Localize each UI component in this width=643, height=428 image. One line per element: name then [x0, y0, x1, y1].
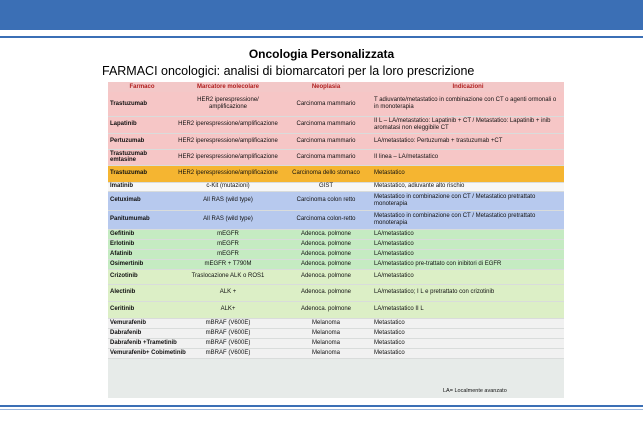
table-row — [108, 328, 564, 338]
neoplasm-cell: Melanoma — [280, 328, 372, 338]
table-row — [108, 348, 564, 358]
table-row — [108, 229, 564, 239]
indication-cell: LA/metastatico — [372, 239, 564, 249]
drug-name-cell: Pertuzumab — [108, 133, 176, 149]
indication-cell: II L – LA/metastatico: Lapatinib + CT / Metastatico: Lapatinib + inib aromatasi non eleggibile CT — [372, 116, 564, 133]
marker-cell: HER2 iperespressione/amplificazione — [176, 149, 280, 165]
marker-cell: mBRAF (V600E) — [176, 318, 280, 328]
table-row — [108, 301, 564, 318]
drug-name-cell: Cetuximab — [108, 191, 176, 210]
header-neoplasia: Neoplasia — [280, 82, 372, 92]
drug-name-cell: Alectinib — [108, 284, 176, 301]
table-row — [108, 165, 564, 182]
drug-name-cell: Imatinib — [108, 182, 176, 191]
drug-name-cell: Dabrafenib +Trametinib — [108, 338, 176, 348]
neoplasm-cell: Adenoca. polmone — [280, 249, 372, 259]
bottom-divider — [0, 405, 643, 407]
indication-cell: LA/metastatico — [372, 229, 564, 239]
slide-subtitle: FARMACI oncologici: analisi di biomarcatori per la loro prescrizione — [102, 64, 475, 78]
neoplasm-cell: Carcinoma colon-retto — [280, 210, 372, 229]
table-row — [108, 259, 564, 269]
table-row — [108, 92, 564, 116]
neoplasm-cell: Adenoca. polmone — [280, 284, 372, 301]
marker-cell: ALK + — [176, 284, 280, 301]
neoplasm-cell: Adenoca. polmone — [280, 259, 372, 269]
indication-cell: Metastatico — [372, 338, 564, 348]
marker-cell: HER2 iperespressione/ amplificazione — [176, 92, 280, 116]
neoplasm-cell: Adenoca. polmone — [280, 229, 372, 239]
neoplasm-cell: Carcinoma mammario — [280, 116, 372, 133]
table-row — [108, 210, 564, 229]
neoplasm-cell: Adenoca. polmone — [280, 269, 372, 284]
table-row — [108, 269, 564, 284]
indication-cell: LA/metastatico pre-trattato con inibitori di EGFR — [372, 259, 564, 269]
drug-name-cell: Gefitinib — [108, 229, 176, 239]
header-marcatore: Marcatore molecolare — [176, 82, 280, 92]
footnote: LA= Localmente avanzato — [443, 388, 507, 394]
neoplasm-cell: Adenoca. polmone — [280, 301, 372, 318]
marker-cell: HER2 iperespressione/amplificazione — [176, 133, 280, 149]
drug-name-cell: Ceritinib — [108, 301, 176, 318]
table-row — [108, 191, 564, 210]
table-row — [108, 133, 564, 149]
top-divider — [0, 36, 643, 38]
drug-name-cell: Afatinib — [108, 249, 176, 259]
neoplasm-cell: Carcinoma mammario — [280, 149, 372, 165]
drug-name-cell: Trastuzumab emtasine — [108, 149, 176, 165]
drug-name-cell: Lapatinib — [108, 116, 176, 133]
table-row — [108, 239, 564, 249]
drug-name-cell: Osimertinib — [108, 259, 176, 269]
marker-cell: ALK+ — [176, 301, 280, 318]
indication-cell: Metastatico — [372, 328, 564, 338]
drug-name-cell: Crizotinib — [108, 269, 176, 284]
table-row — [108, 249, 564, 259]
neoplasm-cell: Melanoma — [280, 318, 372, 328]
indication-cell: Metastatico — [372, 318, 564, 328]
indication-cell: Metastatico — [372, 348, 564, 358]
indication-cell: T adiuvante/metastatico in combinazione con CT o agenti ormonali o in monoterapia — [372, 92, 564, 116]
indication-cell: II linea – LA/metastatico — [372, 149, 564, 165]
marker-cell: mEGFR — [176, 229, 280, 239]
marker-cell: Traslocazione ALK o ROS1 — [176, 269, 280, 284]
drug-name-cell: Erlotinib — [108, 239, 176, 249]
neoplasm-cell: Melanoma — [280, 338, 372, 348]
marker-cell: mEGFR + T790M — [176, 259, 280, 269]
indication-cell: LA/metastatico II L — [372, 301, 564, 318]
indication-cell: Metastatico, adiuvante alto rischio — [372, 182, 564, 191]
drug-name-cell: Vemurafenib+ Cobimetinib — [108, 348, 176, 358]
table-row — [108, 149, 564, 165]
table-row — [108, 338, 564, 348]
marker-cell: HER2 iperespressione/amplificazione — [176, 116, 280, 133]
neoplasm-cell: Adenoca. polmone — [280, 239, 372, 249]
marker-cell: All RAS (wild type) — [176, 191, 280, 210]
table-body — [108, 92, 564, 358]
neoplasm-cell: Carcinoma dello stomaco — [280, 165, 372, 182]
indication-cell: LA/metastatico; I L e pretrattato con crizotinib — [372, 284, 564, 301]
marker-cell: mBRAF (V600E) — [176, 328, 280, 338]
drug-name-cell: Trastuzumab — [108, 92, 176, 116]
drug-name-cell: Panitumumab — [108, 210, 176, 229]
neoplasm-cell: Carcinoma colon retto — [280, 191, 372, 210]
marker-cell: All RAS (wild type) — [176, 210, 280, 229]
indication-cell: Metastatico — [372, 165, 564, 182]
marker-cell: HER2 iperespressione/amplificazione — [176, 165, 280, 182]
table-row — [108, 318, 564, 328]
neoplasm-cell: Melanoma — [280, 348, 372, 358]
marker-cell: mEGFR — [176, 239, 280, 249]
top-banner — [0, 0, 643, 30]
bottom-divider-thin — [0, 409, 643, 410]
drug-table — [108, 82, 564, 359]
neoplasm-cell: Carcinoma mammario — [280, 92, 372, 116]
indication-cell: LA/metastatico — [372, 249, 564, 259]
indication-cell: LA/metastatico: Pertuzumab + trastuzumab +CT — [372, 133, 564, 149]
slide-title: Oncologia Personalizzata — [248, 47, 395, 61]
marker-cell: mBRAF (V600E) — [176, 338, 280, 348]
marker-cell: mBRAF (V600E) — [176, 348, 280, 358]
drug-name-cell: Dabrafenib — [108, 328, 176, 338]
drug-name-cell: Vemurafenib — [108, 318, 176, 328]
indication-cell: Metastatico in combinazione con CT / Metastatico pretrattato monoterapia — [372, 210, 564, 229]
marker-cell: mEGFR — [176, 249, 280, 259]
neoplasm-cell: GIST — [280, 182, 372, 191]
header-indicazioni: Indicazioni — [372, 82, 564, 92]
table-row — [108, 182, 564, 191]
header-farmaco: Farmaco — [108, 82, 176, 92]
marker-cell: c-Kit (mutazioni) — [176, 182, 280, 191]
table-row — [108, 116, 564, 133]
table-image-panel — [108, 82, 564, 398]
table-header-row — [108, 82, 564, 92]
indication-cell: Metastatico in combinazione con CT / Metastatico pretrattato monoterapia — [372, 191, 564, 210]
indication-cell: LA/metastatico — [372, 269, 564, 284]
neoplasm-cell: Carcinoma mammario — [280, 133, 372, 149]
drug-name-cell: Trastuzumab — [108, 165, 176, 182]
table-row — [108, 284, 564, 301]
